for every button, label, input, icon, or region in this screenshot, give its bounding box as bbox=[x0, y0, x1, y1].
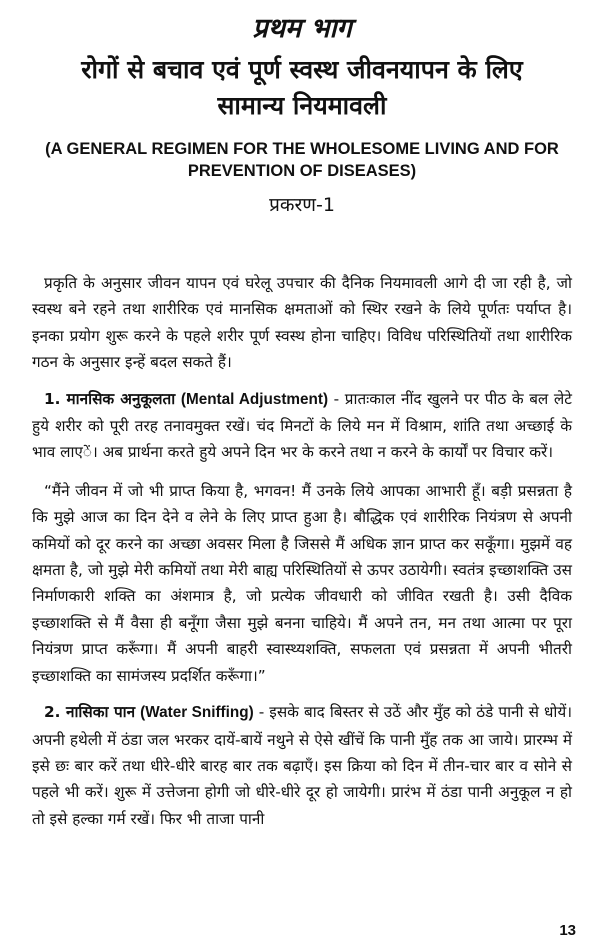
intro-paragraph: प्रकृति के अनुसार जीवन यापन एवं घरेलू उपचार की दैनिक नियमावली आगे दी जा रही है, जो स्वस्थ बने रहने तथा शारीरिक एवं मानसिक क्षमताओं को स्थिर रखने के लिये पूर्णतः पर्याप्त है। इनका प्रयोग शुरू करने के पहले शरीर पूर्ण स्वस्थ होना चाहिए। विविध परिस्थितियों तथा शारीरिक गठन के अनुसार इन्हें बदल सकते हैं। bbox=[32, 274, 572, 372]
quote-paragraph: “मैंने जीवन में जो भी प्राप्त किया है, भगवन! मैं उनके लिये आपका आभारी हूँ। बड़ी प्रसन्नता है कि मुझे आज का दिन देने व लेने के लिए प्राप्त हुआ है। बौद्धिक एवं शारीरिक नियंत्रण से अपनी कमियों को दूर करने का अच्छा अवसर मिला है जिससे मैं अधिक ज्ञान प्राप्त कर सकूँगा। मुझमें वह क्षमता है, जो मुझे मेरी कमियों तथा मेरी बाह्य परिस्थितियों से ऊपर उठायेगी। स्वतंत्र इच्छाशक्ति उस निर्माणकारी शक्ति का अंशमात्र है, जो प्रत्येक जीवधारी को जीवित रखती है। उसी दैविक इच्छाशक्ति से मैं वैसा ही बनूँगा जैसा मुझे बनना चाहिये। मैं अपने तन, मन तथा आत्मा पर पूरा नियंत्रण प्राप्त करूँगा। मैं अपनी बाहरी स्वास्थ्यशक्ति, सफलता एवं प्रसन्नता में अपनी भीतरी इच्छाशक्ति का सामंजस्य प्रदर्शित करूँगा।” bbox=[32, 481, 572, 685]
section-2-paragraph bbox=[32, 699, 572, 832]
main-heading-line-1: रोगों से बचाव एवं पूर्ण स्वस्थ जीवनयापन के लिए bbox=[81, 55, 523, 84]
section-1-english-label: (Mental Adjustment) bbox=[180, 390, 329, 408]
section-1-label: 1. मानसिक अनुकूलता bbox=[44, 389, 176, 408]
main-heading bbox=[32, 52, 572, 124]
main-heading-line-2: सामान्य नियमावली bbox=[217, 91, 387, 120]
part-title: प्रथम भाग bbox=[252, 13, 352, 44]
section-2-label: 2. नासिका पान bbox=[44, 703, 136, 722]
english-heading-line-2: PREVENTION OF DISEASES) bbox=[187, 162, 417, 180]
section-2-text: - इसके बाद बिस्तर से उठें और मुँह को ठंडे पानी से धोयें। अपनी हथेली में ठंडा जल भरकर दायें-बायें नथुने से ऐसे खींचें कि पानी मुँह तक आ जाये। प्रारम्भ में इसे छः बार करें तथा धीरे-धीरे बारह बार तक बढ़ाएँ। इस क्रिया को दिन में तीन-चार बार व सोने से पहले भी करें। शुरू में उत्तेजना होगी जो धीरे-धीरे दूर हो जायेगी। प्रारंभ में ठंडा पानी अनुकूल न हो तो इसे हल्का गर्म रखें। फिर भी ताजा पानी bbox=[32, 703, 573, 828]
section-1-text: - प्रातःकाल नींद खुलने पर पीठ के बल लेटे हुये शरीर को पूरी तरह तनावमुक्त रखें। चंद मिनटों के लिये मन में विश्राम, शांति तथा अच्छाई के भाव लाएें। अब प्रार्थना करते हुये अपने दिन भर के करने तथा न करने के कार्यों पर विचार करें। bbox=[32, 389, 572, 462]
section-1-paragraph bbox=[32, 386, 572, 466]
english-heading bbox=[32, 138, 572, 182]
chapter-title: प्रकरण-1 bbox=[269, 194, 335, 216]
english-heading-line-1: (A GENERAL REGIMEN FOR THE WHOLESOME LIVING AND FOR bbox=[45, 140, 559, 158]
page-number: 13 bbox=[559, 922, 576, 939]
section-2-english-label: (Water Sniffing) bbox=[140, 704, 254, 722]
